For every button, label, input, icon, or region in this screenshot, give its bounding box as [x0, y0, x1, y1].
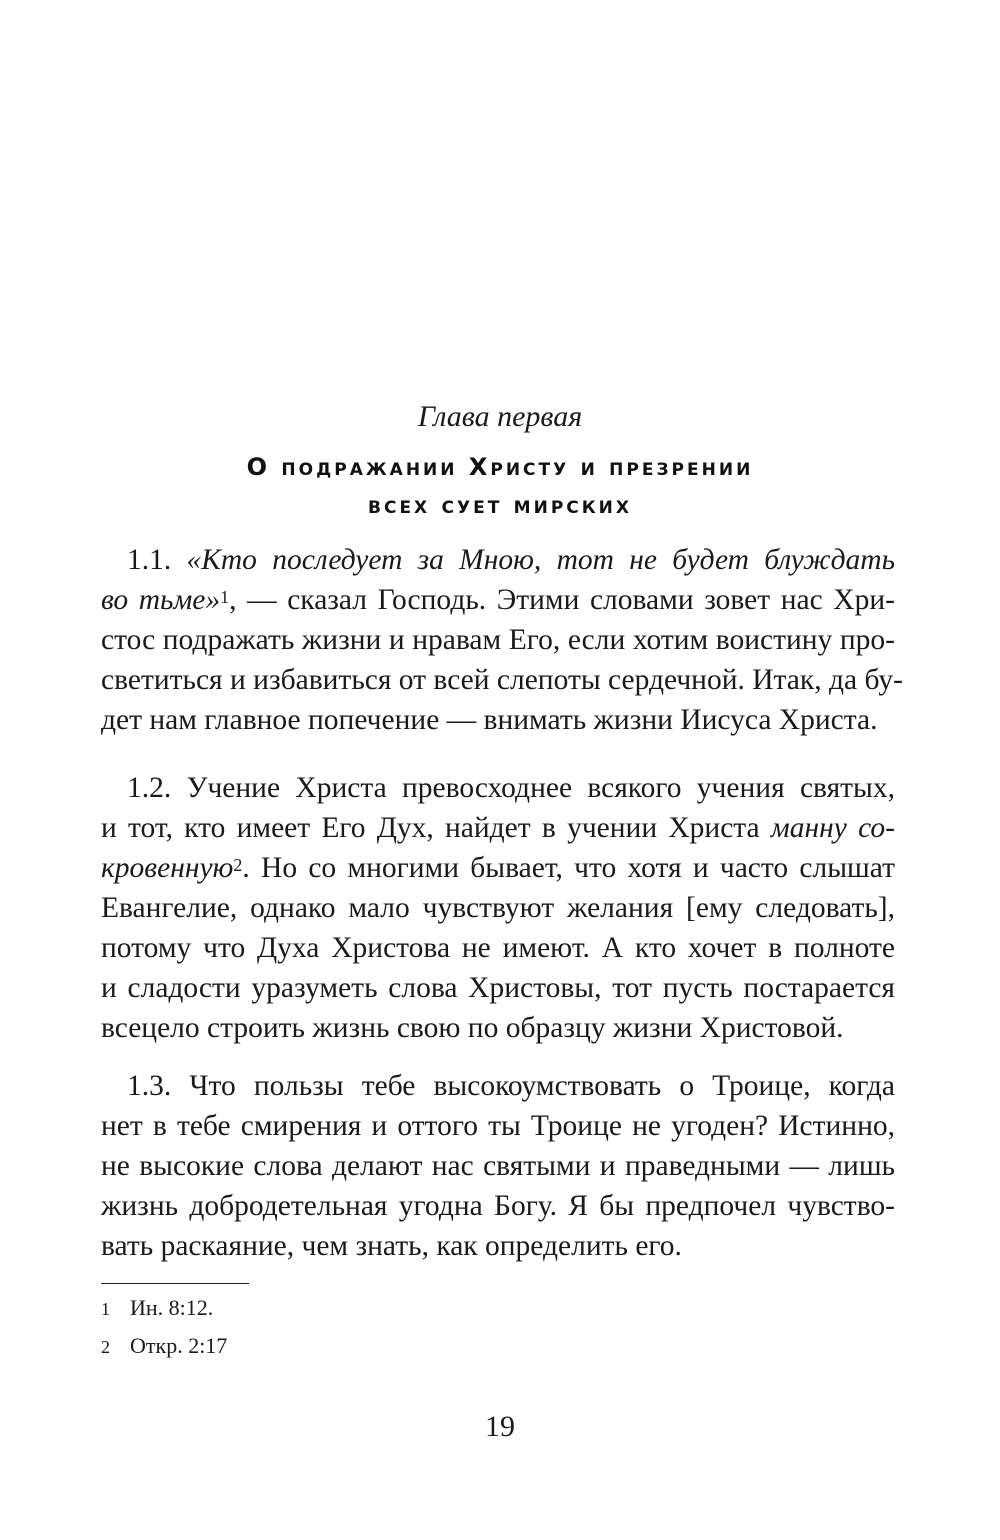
footnote-text: Ин. 8:12.: [130, 1295, 214, 1320]
footnote: [101, 1295, 213, 1321]
text-line: жизнь добродетельная угодна Богу. Я бы предпочел чувство-: [101, 1190, 895, 1222]
italic-phrase: кровенную: [101, 852, 234, 884]
chapter-label: Глава первая: [417, 400, 583, 433]
text-line: вать раскаяние, чем знать, как определить его.: [101, 1230, 682, 1262]
paragraph-number: 1.3.: [127, 1070, 172, 1102]
text-line: дет нам главное попечение — внимать жизни Иисуса Христа.: [101, 704, 878, 736]
paragraph-1-3: [101, 1066, 895, 1266]
text-line: Евангелие, однако мало чувствуют желания [ему следовать],: [101, 892, 895, 924]
footnote-divider: [101, 1283, 249, 1284]
chapter-title-line: всех сует мирских: [368, 491, 632, 519]
footnote-ref: 2: [233, 855, 243, 875]
text-line: 1.2. Учение Христа превосходнее всякого учения святых,: [127, 772, 895, 804]
paragraph-number: 1.2.: [127, 772, 172, 804]
footnote-number: 1: [101, 1299, 110, 1319]
footnote: [101, 1333, 227, 1359]
footnote-number: 2: [101, 1337, 110, 1357]
text-line: кровенную$^2$. Но со многими бывает, что хотя и часто слышат: [101, 852, 895, 884]
text-line: и сладости уразуметь слова Христовы, тот пусть постарается: [101, 972, 895, 1004]
paragraph-number: 1.1.: [127, 544, 172, 576]
page-number: 19: [485, 1410, 515, 1443]
chapter-title: [100, 448, 900, 524]
footnote-ref: 1: [220, 587, 230, 607]
text-line: [101, 540, 895, 580]
text-line: и тот, кто имеет Его Дух, найдет в учении Христа манну со-: [101, 812, 896, 844]
text-line: нет в тебе смирения и оттого ты Троице не угоден? Истинно,: [101, 1110, 895, 1142]
text-line: стос подражать жизни и нравам Его, если хотим воистину про-: [101, 624, 895, 656]
text-line: 1.3. Что пользы тебе высокоумствовать о Троице, когда: [127, 1070, 895, 1102]
text-line: потому что Духа Христова не имеют. А кто хочет в полноте: [101, 932, 895, 964]
italic-quote: во тьме»: [101, 584, 221, 616]
footnote-text: Откр. 2:17: [130, 1333, 228, 1358]
italic-phrase: манну со-: [770, 812, 896, 844]
paragraph-1-2: [101, 768, 895, 1048]
paragraph-1-1: [101, 540, 903, 740]
italic-quote: «Кто последует за Мною, тот не будет блуждать: [186, 544, 895, 576]
text-line: всецело строить жизнь свою по образцу жизни Христовой.: [101, 1012, 844, 1044]
chapter-title-line: О подражании Христу и презрении: [246, 453, 754, 481]
text-line: светиться и избавиться от всей слепоты сердечной. Итак, да бу-: [101, 664, 903, 696]
text-line: не высокие слова делают нас святыми и праведными — лишь: [101, 1150, 895, 1182]
text-line: во тьме»$^1$, — сказал Господь. Этими словами зовет нас Хри-: [101, 584, 895, 616]
